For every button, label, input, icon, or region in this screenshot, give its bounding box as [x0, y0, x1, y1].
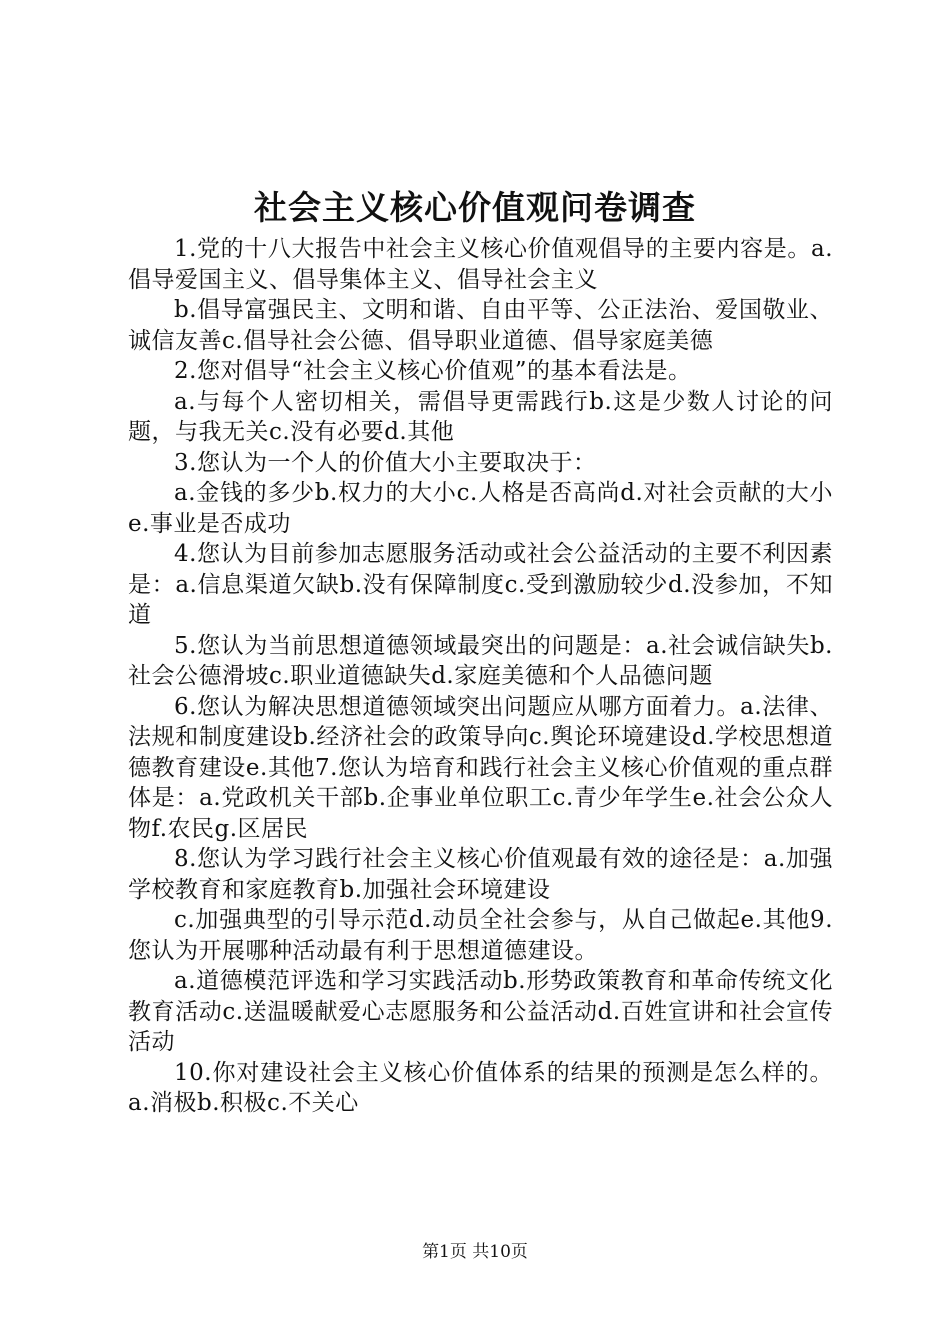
paragraph-q9-options: a.道德模范评选和学习实践活动b.形势政策教育和革命传统文化教育活动c.送温暖献爱心志愿服务和公益活动d.百姓宣讲和社会宣传活动 — [128, 968, 833, 1055]
paragraph-q3: 3.您认为一个人的价值大小主要取决于： — [174, 449, 597, 476]
paragraph-q4: 4.您认为目前参加志愿服务活动或社会公益活动的主要不利因素是：a.信息渠道欠缺b.没有保障制度c.受到激励较少d.没参加，不知道 — [128, 541, 833, 628]
document-title: 社会主义核心价值观问卷调查 — [254, 188, 696, 227]
paragraph-q8-q9: c.加强典型的引导示范d.动员全社会参与，从自己做起e.其他9.您认为开展哪种活动最有利于思想道德建设。 — [128, 907, 833, 964]
page-number-footer: 第1页 共10页 — [422, 1242, 528, 1262]
paragraph-q5: 5.您认为当前思想道德领域最突出的问题是：a.社会诚信缺失b.社会公德滑坡c.职业道德缺失d.家庭美德和个人品德问题 — [128, 632, 833, 689]
paragraph-q2: 2.您对倡导“社会主义核心价值观”的基本看法是。 — [174, 358, 692, 384]
paragraph-q1: 1.党的十八大报告中社会主义核心价值观倡导的主要内容是。a.倡导爱国主义、倡导集体主义、倡导社会主义 — [128, 236, 833, 293]
document-body — [128, 234, 833, 1119]
paragraph-q3-options: a.金钱的多少b.权力的大小c.人格是否高尚d.对社会贡献的大小e.事业是否成功 — [128, 480, 833, 537]
paragraph-q1-option-b: b.倡导富强民主、文明和谐、自由平等、公正法治、爱国敬业、诚信友善c.倡导社会公德、倡导职业道德、倡导家庭美德 — [128, 297, 833, 354]
paragraph-q8: 8.您认为学习践行社会主义核心价值观最有效的途径是：a.加强学校教育和家庭教育b.加强社会环境建设 — [128, 846, 833, 903]
paragraph-q10: 10.你对建设社会主义核心价值体系的结果的预测是怎么样的。a.消极b.积极c.不关心 — [128, 1059, 833, 1116]
paragraph-q2-options: a.与每个人密切相关，需倡导更需践行b.这是少数人讨论的问题，与我无关c.没有必要d.其他 — [128, 388, 833, 445]
paragraph-q6-q7: 6.您认为解决思想道德领域突出问题应从哪方面着力。a.法律、法规和制度建设b.经济社会的政策导向c.舆论环境建设d.学校思想道德教育建设e.其他7.您认为培育和践行社会主义核心价值观的重点群体是：a.党政机关干部b.企事业单位职工c.青少年学生e.社会公众人物f.农民g.区居民 — [128, 693, 833, 842]
